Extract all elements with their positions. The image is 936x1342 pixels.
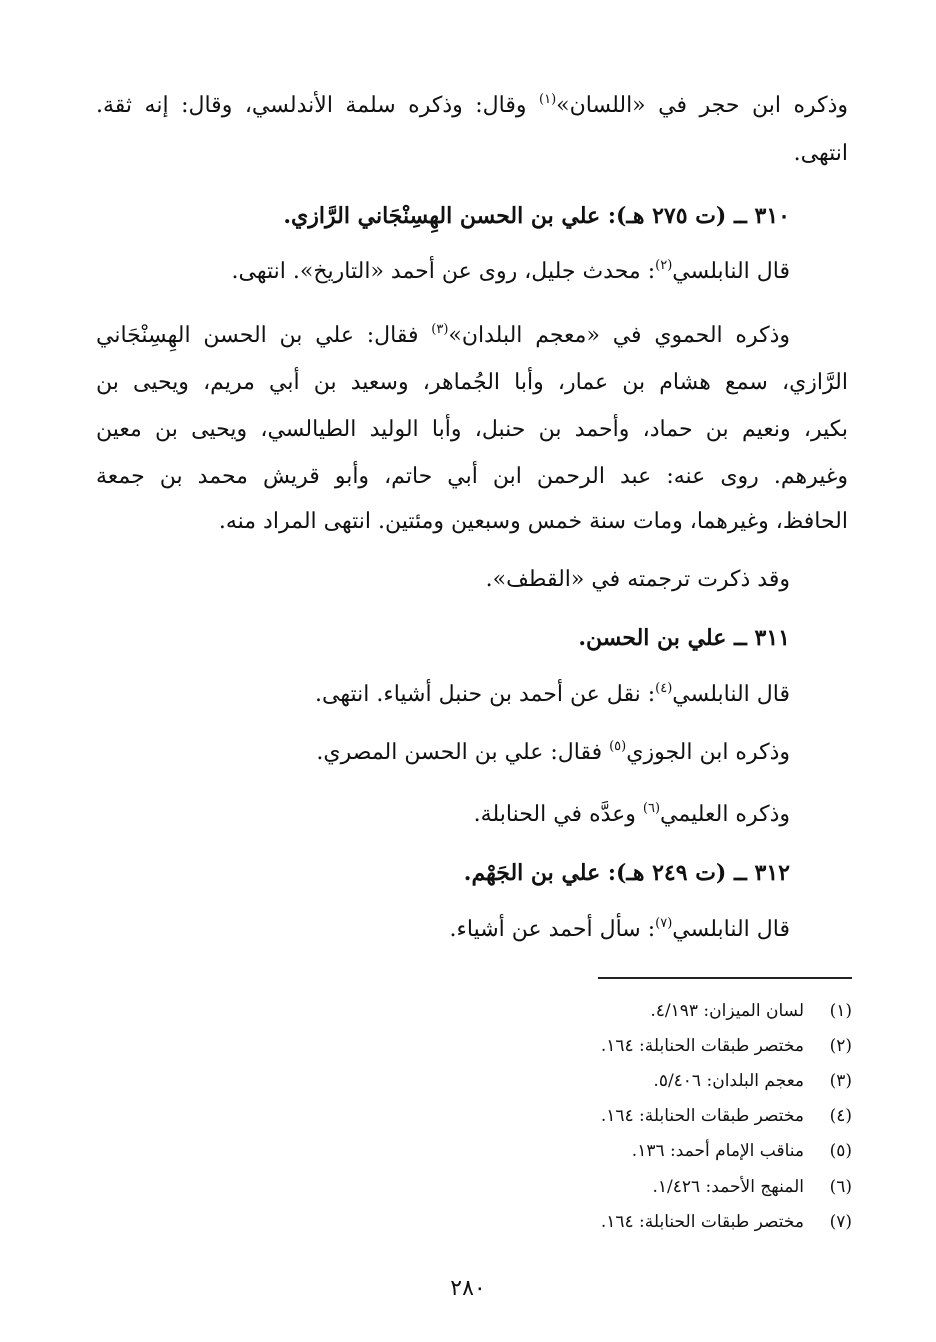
paragraph-line: الحافظ، وغيرهما، ومات سنة خمس وسبعين ومئتين. انتهى المراد منه. [218,509,848,534]
footnote-ref: (٣) [431,322,449,337]
text-run: وذكره ابن حجر في «اللسان» [556,93,849,118]
footnote-text: مختصر طبقات الحنابلة: ١٦٤. [600,1106,804,1126]
footnote-text: لسان الميزان: ٤/١٩٣. [650,1001,804,1021]
footnote-text: المنهج الأحمد: ١/٤٢٦. [652,1177,804,1197]
paragraph-line: وغيرهم. روى عنه: عبد الرحمن ابن أبي حاتم، وأبو قريش محمد بن جمعة [96,464,848,489]
paragraph-line: بكير، ونعيم بن حماد، وأحمد بن حنبل، وأبا الوليد الطيالسي، ويحيى بن معين [96,417,848,442]
footnote-ref: (٢) [655,258,673,273]
footnote-item [653,1068,852,1094]
footnote-text: مناقب الإمام أحمد: ١٣٦. [631,1141,804,1161]
text-run: قال النابلسي [672,682,790,707]
footnote-ref: (٧) [655,916,673,931]
footnote-text: معجم البلدان: ٥/٤٠٦. [653,1071,804,1091]
paragraph-line [232,254,790,290]
entry-name: علي بن الحسن الهِسِنْجَاني الرَّازي. [283,203,601,229]
paragraph-line [315,677,790,713]
footnote-item [632,1138,852,1164]
text-run: : نقل عن أحمد بن حنبل أشياء. انتهى. [315,682,656,707]
footnote-item [652,1174,852,1200]
entry-heading-312: ٣١٢ ــ (ت ٢٤٩ هـ): علي بن الجَهْم. [463,860,790,886]
entry-heading-310 [283,198,790,234]
text-run: قال النابلسي [672,259,790,284]
paragraph-line [450,912,790,948]
text-run: وذكره الحموي في «معجم البلدان» [448,323,790,348]
footnote-item [601,1033,852,1059]
text-run: : محدث جليل، روى عن أحمد «التاريخ». انتهى. [231,259,656,284]
footnote-ref: (٥) [609,739,627,754]
text-run: وعدَّه في الحنابلة. [473,802,643,827]
footnote-number: (٢) [829,1036,852,1056]
text-run: قال النابلسي [672,917,790,942]
footnote-text: مختصر طبقات الحنابلة: ١٦٤. [600,1036,804,1056]
text-run: فقال: علي بن الحسن الهِسِنْجَاني [96,323,432,348]
entry-number: ٣١٠ ــ (ت ٢٧٥ هـ): [600,203,790,229]
paragraph-line [474,797,790,833]
text-run: وذكره ابن الجوزي [626,740,790,765]
footnote-number: (٧) [829,1212,852,1232]
footnote-ref: (٦) [642,801,661,816]
text-run: وقال: وذكره سلمة الأندلسي، وقال: إنه ثقة. [96,93,539,118]
text-run: وذكره العليمي [660,802,790,827]
footnote-item [601,1209,852,1235]
paragraph-line: انتهى. [793,141,848,166]
paragraph-line: الرَّازي، سمع هشام بن عمار، وأبا الجُماهر، وسعيد بن أبي مريم، ويحيى بن [96,370,848,395]
footnote-text: مختصر طبقات الحنابلة: ١٦٤. [600,1212,804,1232]
footnote-item [601,1103,852,1129]
footnote-number: (١) [829,1001,852,1021]
page-number: ٢٨٠ [450,1276,486,1301]
entry-heading-311: ٣١١ ــ علي بن الحسن. [578,625,790,651]
text-run: فقال: علي بن الحسن المصري. [316,740,610,765]
paragraph-line [96,88,848,124]
footnote-ref: (١) [539,92,557,107]
paragraph-line: وقد ذكرت ترجمته في «القطف». [485,567,790,592]
paragraph-line [316,735,790,771]
footnote-number: (٤) [829,1106,852,1126]
footnote-number: (٣) [829,1071,852,1091]
footnote-item [650,998,852,1024]
footnote-separator [598,977,852,979]
footnote-number: (٥) [829,1141,852,1161]
paragraph-line [96,318,790,354]
footnote-ref: (٤) [655,681,673,696]
footnote-number: (٦) [829,1177,852,1197]
text-run: : سأل أحمد عن أشياء. [449,917,656,942]
